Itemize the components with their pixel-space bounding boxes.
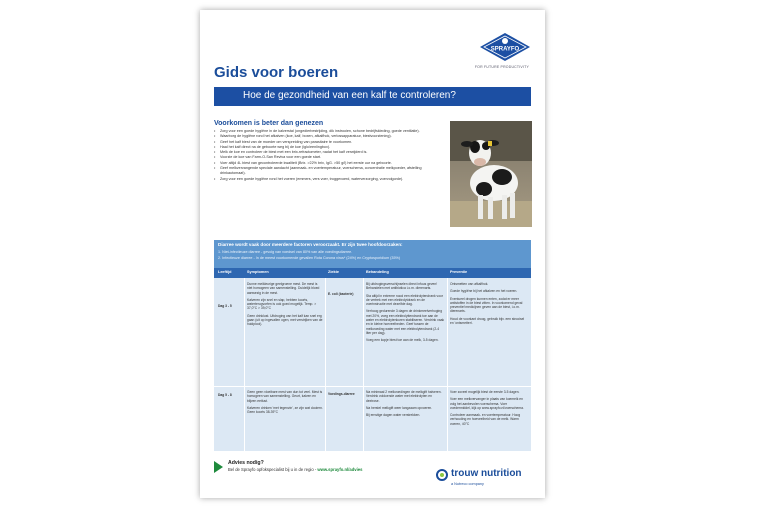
calf-photo — [450, 121, 532, 227]
treatment-text: Bij uitdrogingsverschijnselen direct infuus geven! Behandelen met antibiotica i.o.m. dierenarts. — [366, 282, 438, 291]
logo-text: SPRAYFO — [490, 46, 520, 53]
prevention-text: Voer een melkvervanger in plaats van koemelk en volg het aanbevolen voerschema. Voer voedermiddel, kijk op www.sprayfo.nl/voerschema. — [450, 397, 524, 410]
list-item: • Waarborg de hygiëne rond het afkalven (koe, kalf, boxen, afkalfhok, verlossapparatuur, biestvoorziening). — [214, 134, 436, 139]
treatment-text: Voeg een kopje biest toe aan de melk, 3-5 dagen. — [366, 338, 439, 343]
partner-name: trouw nutrition — [451, 468, 522, 479]
symptom-text: Geen drinklust. Uitdroging van het kalf kan snel erg gaan (uit op ingevallen ogen, met verstrijken van de huidplooi). — [247, 313, 323, 327]
treatment-text: Na minimaal 2 melkvoedingen de melkgift halveren. Verdrink voldoende water met elektrolyten en dextrose. — [366, 390, 442, 403]
play-arrow-icon — [214, 461, 223, 473]
list-item: • Voorzie de koe van Farm-O-San Reviva voor een goede start. — [214, 155, 436, 160]
diarrhea-heading: Diarree wordt vaak door meerdere factoren veroorzaakt. Er zijn twee hoofdoorzaken: — [218, 242, 403, 247]
column-header: Leeftijd — [218, 270, 232, 274]
prevention-text: Eventueel drogen kunnen enten, zodat er meer antistoffen in de biest zitten. In voorkomend geval preventief medicijnen geven aan de biest, i.o.m. dierenarts. — [450, 296, 523, 314]
diarrhea-header — [214, 240, 531, 268]
table-cell-prevention — [450, 282, 528, 328]
symptom-text: Kalveren zijn snel en slap, hebben koorts, waterterugvorfen is ook goed mogelijk. Temp. > 37,0°C > 39,0°C — [247, 297, 317, 311]
title-banner — [214, 87, 531, 106]
list-item: • Zorg voor een goede hygiëne rond het voeren (emmers, vers voer, troggevoerd, waterverzorging, voervolgorde). — [214, 177, 436, 182]
list-item: • Haal het kalf direct na de geboorte weg bij de koe (iglo/eenlingbox). — [214, 145, 436, 150]
advice-body: Bel de Sprayfo opfokspecialist bij u in de regio - — [228, 467, 317, 472]
advice-title: Advies nodig? — [228, 460, 264, 466]
symptom-text: Kalveren drinken 'met tegenzin', ze zijn wat dooiern. Geen koorts 38-39°C — [247, 405, 323, 415]
column-divider — [363, 278, 364, 451]
brand-tagline: FOR FUTURE PRODUCTIVITY — [474, 65, 529, 69]
list-item: • Geef melkvervangende speciale aandacht (aanmaak- en voertemperatuur, voerschema, concentratie melkpoeder, afstelling drinkautomaat). — [214, 166, 436, 177]
column-divider — [325, 278, 326, 451]
column-divider — [447, 278, 448, 451]
column-header: Preventie — [450, 270, 468, 274]
table-cell-symptoms — [247, 390, 323, 417]
list-item: • Zorg voor een goede hygiëne in de kalverstal (ongedierbestrijding, dik instrooien, schone bedrijfskleding, goede ventilatie). — [214, 129, 436, 134]
column-header: Ziekte — [328, 270, 339, 274]
prevention-text: Voer zoveel mogelijk biest de eerste 3-5 dagen. — [450, 390, 520, 394]
table-header — [214, 268, 531, 278]
banner-text: Hoe de gezondheid van een kalf te controleren? — [243, 90, 456, 101]
list-item: • Voer altijd 4L biest van gecontroleerde kwaliteit (Brix. >22% brix, IgG. >50 g/l) het eerste uur na geboorte. — [214, 161, 436, 166]
table-cell-prevention — [450, 390, 528, 429]
trouw-nutrition-logo — [436, 468, 536, 494]
treatment-text: Verhoog gedurende 3 dagen de drinkmeelverhoging met 20%, voeg een elektrolyttendrank toe aan de water en elektrolytenkuren stabiliseren. Verdrink vaak en in kleine hoeveelheden. Geef tussen de melkvoeding water met een elektrolytendrank (2-4 liter per dag). — [366, 309, 445, 335]
column-header: Symptomen — [247, 270, 269, 274]
diarrhea-table-panel — [214, 240, 531, 451]
prevention-title: Voorkomen is beter dan genezen — [214, 120, 324, 127]
symptom-text: Dunne meikleurige geelgroene mest. De mest is niet homogeen van samenstelling. Duidelijk bloed aanwezig in de mest. — [247, 282, 320, 295]
treatment-text: Bij ernstige dagen water verstrekken. — [366, 413, 421, 418]
column-divider — [244, 278, 245, 451]
page-title: Gids voor boeren — [214, 64, 339, 81]
symptom-text: Geen geen vloeibare mest van dun tot veel. Mest is homogeen van samenstelling. Geurt, kalven en blijven eetlust. — [247, 390, 323, 403]
table-cell-age: Dag 5 - 8 — [218, 393, 232, 397]
guide-document — [200, 10, 545, 498]
table-cell-age: Dag 3 - 5 — [218, 304, 232, 308]
list-item: • Geef het kalf biest van de moeder om verspreiding van parasitaire te voorkomen. — [214, 140, 436, 145]
prevention-text: Goede hygiëne bij het afkalven en het voeren. — [450, 289, 518, 294]
trouw-logo-icon — [436, 469, 448, 481]
table-cell-symptoms — [247, 282, 323, 330]
advice-text — [228, 467, 362, 472]
prevention-text: Controleer aanmaak- en voertemperatuur. Hoog verhouding en hoeveelheid van de melk. Warm voeren, 40°C — [450, 413, 521, 426]
table-cell-treatment — [366, 390, 445, 420]
table-cell-disease: Voedings-diarree — [328, 392, 355, 396]
prevention-text: Houd de voorkant droog, gebruik bijv. een strooisel en 'ontsmetten'. — [450, 316, 525, 326]
treatment-text: Sta altijd in extreme nood een elektrolytendrank voor de vertrek met een elektrolytdrank en de voerinstructie met dezelfde dag. — [366, 293, 443, 307]
list-item: • Melk de koe en controleer de biest met een brix-refractometer, nadat het kalf verwijderd is. — [214, 150, 436, 155]
column-header: Behandeling — [366, 270, 389, 274]
diarrhea-cause: 1. Niet-infectieuze diarree - gevolg van voedsel van 80% van alle voedingsdiarree. — [218, 250, 353, 254]
row-divider — [214, 386, 531, 387]
advice-link[interactable]: www.sprayfo.nl/advies — [317, 467, 363, 472]
diarrhea-cause: 2. Infectieuze diarree - In de meest voorkomende gevallen Rota Corona virus* (24%) en Cryptosporidium (35%) — [218, 256, 401, 260]
prevention-text: Ontsmetten van afkalfhok. — [450, 282, 489, 286]
table-cell-treatment — [366, 282, 445, 346]
partner-sub: a Nutreco company — [451, 482, 484, 486]
treatment-text: Na herstel melkgift weer langzaam opvoeren. — [366, 405, 433, 410]
prevention-list — [214, 129, 436, 182]
sprayfo-logo — [479, 32, 531, 62]
table-cell-disease: E. coli (bacterie) — [328, 292, 354, 296]
